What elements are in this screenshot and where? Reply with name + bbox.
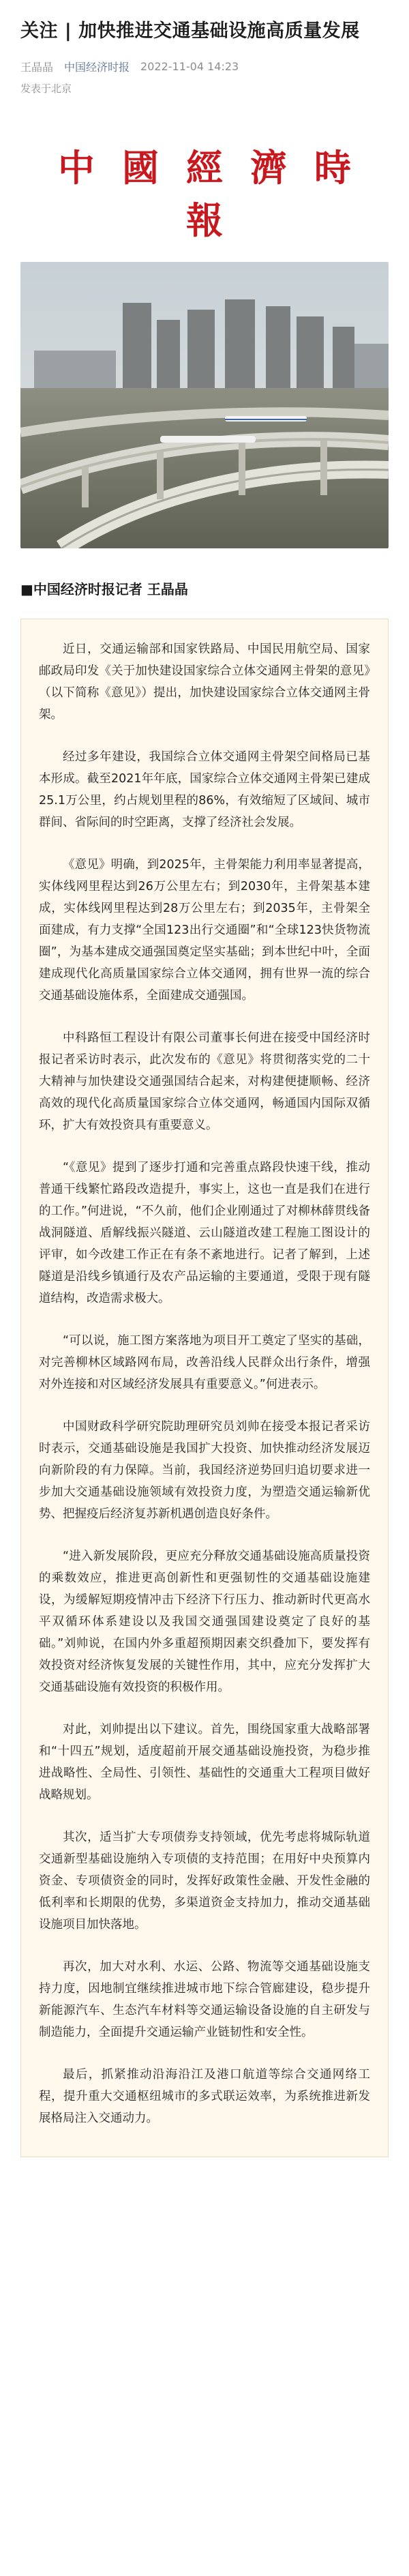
newspaper-masthead <box>20 139 389 244</box>
account-name-link[interactable]: 中国经济时报 <box>64 61 130 74</box>
article-paragraph: 中国财政科学研究院助理研究员刘帅在接受本报记者采访时表示，交通基础设施是我国扩大投资、加快推动经济发展迈向新阶段的有力保障。当前，我国经济逆势回归追切要求进一步加大交通基础设施领域有效投资力度，为塑造交通运输新优势、把握疫后经济复苏新机遇创造良好条件。 <box>39 1420 370 1521</box>
author-name: 王晶晶 <box>20 61 54 74</box>
article-paragraph: 经过多年建设，我国综合立体交通网主骨架空间格局已基本形成。截至2021年年底，国家综合立体交通网主骨架已建成25.1万公里，约占规划里程的86%，有效缩短了区域间、城市群间、省际间的时空距离，支撑了经济社会发展。 <box>39 750 370 829</box>
article-paragraph: 最后，抓紧推动沿海沿江及港口航道等综合交通网络工程，提升重大交通枢纽城市的多式联运效率，为系统推进新发展格局注入交通动力。 <box>39 2068 370 2125</box>
article-paragraph: “《意见》提到了逐步打通和完善重点路段快速干线，推动普通干线繁忙路段改造提升，事实上，这也一直是我们在进行的工作。”何进说，“不久前，他们企业刚通过了对柳林薛贯线备战洞隧道、盾解线振兴隧道、云山隧道改建工程施工图设计的评审，如今改建工作正在有条不紊地进行。记者了解到，上述隧道是沿线乡镇通行及农产品运输的主要通道，受限于现有隧道结构，改造需求极大。 <box>39 1161 370 1305</box>
masthead-logo: 中國經濟時報 <box>58 146 378 242</box>
article-title: 关注 | 加快推进交通基础设施高质量发展 <box>20 20 360 42</box>
article-meta <box>20 59 389 74</box>
article-paragraph: 其次，适当扩大专项债券支持领域，优先考虑将城际轨道交通新型基础设施纳入专项债的支持范围；在用好中央预算内资金、专项债资金的同时，发挥好政策性金融、开发性金融的低利率和长期限的优势，多渠道资金支持加力，推动交通基础设施项目加快落地。 <box>39 1831 370 1931</box>
publish-location: 发表于北京 <box>20 83 72 95</box>
article-paragraph: “可以说，施工图方案落地为项目开工奠定了坚实的基础，对完善柳林区域路网布局，改善沿线人民群众出行条件，增强对外连接和对区域经济发展具有重要意义。”何进表示。 <box>39 1334 370 1391</box>
article-paragraph: 对此，刘帅提出以下建议。首先，围绕国家重大战略部署和“十四五”规划，适度超前开展交通基础设施投资，为稳步推进战略性、全局性、引领性、基础性的交通重大工程项目做好战略规划。 <box>39 1723 370 1802</box>
article-paragraph: 《意见》明确，到2025年，主骨架能力利用率显著提高，实体线网里程达到26万公里左右；到2030年，主骨架基本建成，实体线网里程达到28万公里左右；到2035年，主骨架全面建成，有力支撑“全国123出行交通圈”和“全球123快货物流圈”，为基本建成交通强国奠定坚实基础；到本世纪中叶，全面建成现代化高质量国家综合立体交通网，拥有世界一流的综合交通基础设施体系，全面建成交通强国。 <box>39 858 370 1003</box>
article-body <box>20 619 389 2157</box>
article-photo <box>20 262 389 548</box>
article-paragraph: 中科路恒工程设计有限公司董事长何进在接受中国经济时报记者采访时表示，此次发布的《意见》将贯彻落实党的二十大精神与加快建设交通强国结合起来，对构建便捷顺畅、经济高效的现代化高质量国家综合立体交通网，畅通国内国际双循环，扩大有效投资具有重要意义。 <box>39 1031 370 1132</box>
article-paragraph: 再次，加大对水利、水运、公路、物流等交通基础设施支持力度，因地制宜继续推进城市地下综合管廊建设，稳步提升新能源汽车、生态汽车材料等交通运输设备设施的自主研发与制造能力，全面提升交通运输产业链韧性和安全性。 <box>39 1960 370 2039</box>
publish-date: 2022-11-04 14:23 <box>140 60 239 73</box>
byline: ■中国经济时报记者 王晶晶 <box>20 581 188 597</box>
article-paragraph: “进入新发展阶段，更应充分释放交通基础设施高质量投资的乘数效应，推进更高创新性和更强韧性的交通基础设施建设，为缓解短期疫情冲击下经济下行压力、推动新时代更高水平双循环体系建设以及我国交通强国建设奠定了良好的基础。”刘帅说，在国内外多重超预期因素交织叠加下，要发挥有效投资对经济恢复发展的关键性作用，其中，应充分发挥扩大交通基础设施有效投资的积极作用。 <box>39 1550 370 1694</box>
article-paragraph: 近日，交通运输部和国家铁路局、中国民用航空局、国家邮政局印发《关于加快建设国家综合立体交通网主骨架的意见》（以下简称《意见》）提出，加快建设国家综合立体交通网主骨架。 <box>39 642 370 722</box>
